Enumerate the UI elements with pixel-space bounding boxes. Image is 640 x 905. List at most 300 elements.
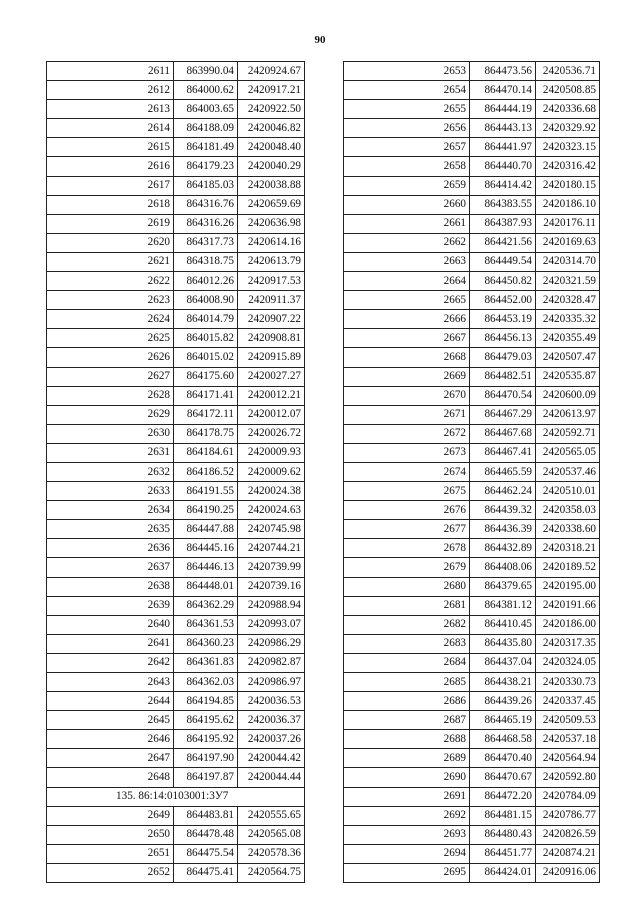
point-number-cell: 2677 [344,520,470,539]
x-coordinate-cell: 864424.01 [470,863,536,882]
y-coordinate-cell: 2420040.29 [238,157,305,176]
y-coordinate-cell: 2420592.80 [536,768,600,787]
x-coordinate-cell: 864178.75 [174,424,238,443]
y-coordinate-cell: 2420555.65 [238,806,305,825]
y-coordinate-cell: 2420044.44 [238,768,305,787]
y-coordinate-cell: 2420535.87 [536,367,600,386]
y-coordinate-cell: 2420508.85 [536,81,600,100]
table-row [47,749,305,768]
table-row [344,596,600,615]
table-row [344,443,600,462]
y-coordinate-cell: 2420036.37 [238,711,305,730]
x-coordinate-cell: 864186.52 [174,462,238,481]
x-coordinate-cell: 864479.03 [470,348,536,367]
y-coordinate-cell: 2420993.07 [238,615,305,634]
table-row [47,673,305,692]
point-number-cell: 2642 [47,653,174,672]
x-coordinate-cell: 864432.89 [470,539,536,558]
y-coordinate-cell: 2420191.66 [536,596,600,615]
table-row [47,233,305,252]
table-row [47,501,305,520]
table-row [344,405,600,424]
y-coordinate-cell: 2420745.98 [238,520,305,539]
point-number-cell: 2629 [47,405,174,424]
x-coordinate-cell: 864015.82 [174,329,238,348]
point-number-cell: 2632 [47,462,174,481]
point-number-cell: 2619 [47,214,174,233]
point-number-cell: 2634 [47,501,174,520]
point-number-cell: 2640 [47,615,174,634]
x-coordinate-cell: 864003.65 [174,100,238,119]
point-number-cell: 2670 [344,386,470,405]
x-coordinate-cell: 864473.56 [470,62,536,81]
y-coordinate-cell: 2420659.69 [238,195,305,214]
table-row [47,367,305,386]
table-row [344,176,600,195]
y-coordinate-cell: 2420986.97 [238,673,305,692]
x-coordinate-cell: 864467.68 [470,424,536,443]
point-number-cell: 2652 [47,863,174,882]
x-coordinate-cell: 864318.75 [174,252,238,271]
y-coordinate-cell: 2420330.73 [536,673,600,692]
point-number-cell: 2630 [47,424,174,443]
table-row [344,214,600,233]
point-number-cell: 2668 [344,348,470,367]
table-row [47,806,305,825]
table-row [47,176,305,195]
table-row [47,443,305,462]
table-row [344,863,600,882]
point-number-cell: 2663 [344,252,470,271]
table-row [344,749,600,768]
x-coordinate-cell: 864194.85 [174,692,238,711]
y-coordinate-cell: 2420048.40 [238,138,305,157]
page-number: 90 [314,34,326,46]
x-coordinate-cell: 864316.26 [174,214,238,233]
point-number-cell: 2653 [344,62,470,81]
x-coordinate-cell: 864175.60 [174,367,238,386]
table-row [47,558,305,577]
point-number-cell: 2690 [344,768,470,787]
table-row [47,100,305,119]
y-coordinate-cell: 2420739.16 [238,577,305,596]
y-coordinate-cell: 2420323.15 [536,138,600,157]
table-row [47,844,305,863]
y-coordinate-cell: 2420314.70 [536,252,600,271]
point-number-cell: 2683 [344,634,470,653]
table-row [47,424,305,443]
table-row [344,424,600,443]
y-coordinate-cell: 2420024.38 [238,482,305,501]
y-coordinate-cell: 2420328.47 [536,291,600,310]
x-coordinate-cell: 864443.13 [470,119,536,138]
y-coordinate-cell: 2420044.42 [238,749,305,768]
point-number-cell: 2658 [344,157,470,176]
x-coordinate-cell: 864379.65 [470,577,536,596]
x-coordinate-cell: 864475.54 [174,844,238,863]
point-number-cell: 2644 [47,692,174,711]
y-coordinate-cell: 2420507.47 [536,348,600,367]
y-coordinate-cell: 2420578.36 [238,844,305,863]
x-coordinate-cell: 863990.04 [174,62,238,81]
point-number-cell: 2682 [344,615,470,634]
y-coordinate-cell: 2420826.59 [536,825,600,844]
point-number-cell: 2672 [344,424,470,443]
table-row [47,386,305,405]
point-number-cell: 2621 [47,252,174,271]
point-number-cell: 2623 [47,291,174,310]
x-coordinate-cell: 864448.01 [174,577,238,596]
x-coordinate-cell: 864462.24 [470,482,536,501]
point-number-cell: 2679 [344,558,470,577]
y-coordinate-cell: 2420986.29 [238,634,305,653]
x-coordinate-cell: 864184.61 [174,443,238,462]
x-coordinate-cell: 864449.54 [470,252,536,271]
y-coordinate-cell: 2420195.00 [536,577,600,596]
point-number-cell: 2636 [47,539,174,558]
x-coordinate-cell: 864195.62 [174,711,238,730]
point-number-cell: 2686 [344,692,470,711]
coordinates-table-left [46,61,305,883]
y-coordinate-cell: 2420176.11 [536,214,600,233]
table-row [47,81,305,100]
x-coordinate-cell: 864468.58 [470,730,536,749]
table-row [344,462,600,481]
table-row [47,539,305,558]
point-number-cell: 2638 [47,577,174,596]
point-number-cell: 2616 [47,157,174,176]
x-coordinate-cell: 864317.73 [174,233,238,252]
table-row [47,692,305,711]
y-coordinate-cell: 2420613.97 [536,405,600,424]
table-row [344,768,600,787]
table-row [344,501,600,520]
x-coordinate-cell: 864440.70 [470,157,536,176]
point-number-cell: 2649 [47,806,174,825]
point-number-cell: 2641 [47,634,174,653]
y-coordinate-cell: 2420600.09 [536,386,600,405]
table-row [47,730,305,749]
y-coordinate-cell: 2420180.15 [536,176,600,195]
y-coordinate-cell: 2420784.09 [536,787,600,806]
table-row [47,252,305,271]
x-coordinate-cell: 864000.62 [174,81,238,100]
y-coordinate-cell: 2420336.68 [536,100,600,119]
y-coordinate-cell: 2420316.42 [536,157,600,176]
point-number-cell: 2667 [344,329,470,348]
y-coordinate-cell: 2420565.08 [238,825,305,844]
table-row [47,615,305,634]
y-coordinate-cell: 2420982.87 [238,653,305,672]
y-coordinate-cell: 2420186.00 [536,615,600,634]
table-row [344,558,600,577]
table-row [344,825,600,844]
point-number-cell: 2611 [47,62,174,81]
table-row [47,195,305,214]
y-coordinate-cell: 2420036.53 [238,692,305,711]
y-coordinate-cell: 2420355.49 [536,329,600,348]
x-coordinate-cell: 864181.49 [174,138,238,157]
y-coordinate-cell: 2420337.45 [536,692,600,711]
x-coordinate-cell: 864478.48 [174,825,238,844]
x-coordinate-cell: 864435.80 [470,634,536,653]
y-coordinate-cell: 2420917.21 [238,81,305,100]
point-number-cell: 2687 [344,711,470,730]
y-coordinate-cell: 2420565.05 [536,443,600,462]
table-row [344,787,600,806]
point-number-cell: 2639 [47,596,174,615]
x-coordinate-cell: 864185.03 [174,176,238,195]
table-row [344,386,600,405]
point-number-cell: 2665 [344,291,470,310]
y-coordinate-cell: 2420026.72 [238,424,305,443]
x-coordinate-cell: 864481.15 [470,806,536,825]
x-coordinate-cell: 864414.42 [470,176,536,195]
point-number-cell: 2617 [47,176,174,195]
table-row [344,615,600,634]
y-coordinate-cell: 2420537.46 [536,462,600,481]
x-coordinate-cell: 864197.87 [174,768,238,787]
table-row [344,634,600,653]
x-coordinate-cell: 864383.55 [470,195,536,214]
y-coordinate-cell: 2420907.22 [238,310,305,329]
x-coordinate-cell: 864439.26 [470,692,536,711]
y-coordinate-cell: 2420564.75 [238,863,305,882]
table-row [344,62,600,81]
table-row [47,214,305,233]
table-row [47,482,305,501]
y-coordinate-cell: 2420592.71 [536,424,600,443]
coordinates-table-right [343,61,600,883]
table-body-left [47,62,305,883]
x-coordinate-cell: 864190.25 [174,501,238,520]
point-number-cell: 2624 [47,310,174,329]
x-coordinate-cell: 864470.14 [470,81,536,100]
y-coordinate-cell: 2420786.77 [536,806,600,825]
x-coordinate-cell: 864439.32 [470,501,536,520]
x-coordinate-cell: 864480.43 [470,825,536,844]
x-coordinate-cell: 864451.77 [470,844,536,863]
x-coordinate-cell: 864172.11 [174,405,238,424]
point-number-cell: 2615 [47,138,174,157]
x-coordinate-cell: 864008.90 [174,291,238,310]
point-number-cell: 2626 [47,348,174,367]
table-row [47,863,305,882]
y-coordinate-cell: 2420189.52 [536,558,600,577]
point-number-cell: 2657 [344,138,470,157]
table-row [47,768,305,787]
table-row [344,730,600,749]
y-coordinate-cell: 2420564.94 [536,749,600,768]
y-coordinate-cell: 2420046.82 [238,119,305,138]
y-coordinate-cell: 2420317.35 [536,634,600,653]
x-coordinate-cell: 864467.41 [470,443,536,462]
x-coordinate-cell: 864437.04 [470,653,536,672]
x-coordinate-cell: 864470.67 [470,768,536,787]
table-row [47,634,305,653]
table-row [344,291,600,310]
y-coordinate-cell: 2420744.21 [238,539,305,558]
x-coordinate-cell: 864012.26 [174,272,238,291]
table-row [47,291,305,310]
section-header-row [47,787,305,806]
x-coordinate-cell: 864436.39 [470,520,536,539]
x-coordinate-cell: 864444.19 [470,100,536,119]
x-coordinate-cell: 864408.06 [470,558,536,577]
x-coordinate-cell: 864445.16 [174,539,238,558]
point-number-cell: 2689 [344,749,470,768]
table-row [47,462,305,481]
y-coordinate-cell: 2420922.50 [238,100,305,119]
y-coordinate-cell: 2420915.89 [238,348,305,367]
table-row [47,119,305,138]
point-number-cell: 2691 [344,787,470,806]
x-coordinate-cell: 864470.54 [470,386,536,405]
y-coordinate-cell: 2420917.53 [238,272,305,291]
point-number-cell: 2637 [47,558,174,577]
y-coordinate-cell: 2420009.93 [238,443,305,462]
x-coordinate-cell: 864438.21 [470,673,536,692]
y-coordinate-cell: 2420335.32 [536,310,600,329]
table-row [344,81,600,100]
point-number-cell: 2693 [344,825,470,844]
x-coordinate-cell: 864465.59 [470,462,536,481]
table-row [47,596,305,615]
point-number-cell: 2612 [47,81,174,100]
y-coordinate-cell: 2420169.63 [536,233,600,252]
table-row [344,692,600,711]
table-row [47,653,305,672]
point-number-cell: 2613 [47,100,174,119]
y-coordinate-cell: 2420908.81 [238,329,305,348]
y-coordinate-cell: 2420324.05 [536,653,600,672]
point-number-cell: 2622 [47,272,174,291]
y-coordinate-cell: 2420613.79 [238,252,305,271]
table-row [344,520,600,539]
table-row [344,272,600,291]
point-number-cell: 2646 [47,730,174,749]
table-row [344,138,600,157]
point-number-cell: 2651 [47,844,174,863]
point-number-cell: 2680 [344,577,470,596]
point-number-cell: 2618 [47,195,174,214]
x-coordinate-cell: 864360.23 [174,634,238,653]
x-coordinate-cell: 864197.90 [174,749,238,768]
table-row [344,348,600,367]
x-coordinate-cell: 864482.51 [470,367,536,386]
table-row [47,405,305,424]
y-coordinate-cell: 2420510.01 [536,482,600,501]
y-coordinate-cell: 2420027.27 [238,367,305,386]
y-coordinate-cell: 2420874.21 [536,844,600,863]
point-number-cell: 2666 [344,310,470,329]
x-coordinate-cell: 864421.56 [470,233,536,252]
point-number-cell: 2654 [344,81,470,100]
point-number-cell: 2659 [344,176,470,195]
table-row [344,367,600,386]
point-number-cell: 2625 [47,329,174,348]
x-coordinate-cell: 864447.88 [174,520,238,539]
x-coordinate-cell: 864465.19 [470,711,536,730]
point-number-cell: 2671 [344,405,470,424]
point-number-cell: 2660 [344,195,470,214]
point-number-cell: 2684 [344,653,470,672]
point-number-cell: 2647 [47,749,174,768]
point-number-cell: 2620 [47,233,174,252]
table-row [47,520,305,539]
table-row [344,233,600,252]
point-number-cell: 2676 [344,501,470,520]
x-coordinate-cell: 864472.20 [470,787,536,806]
point-number-cell: 2662 [344,233,470,252]
table-row [344,653,600,672]
y-coordinate-cell: 2420318.21 [536,539,600,558]
point-number-cell: 2635 [47,520,174,539]
x-coordinate-cell: 864450.82 [470,272,536,291]
point-number-cell: 2655 [344,100,470,119]
table-row [47,138,305,157]
table-row [47,348,305,367]
table-row [344,482,600,501]
table-row [344,711,600,730]
table-row [344,577,600,596]
x-coordinate-cell: 864483.81 [174,806,238,825]
x-coordinate-cell: 864410.45 [470,615,536,634]
x-coordinate-cell: 864456.13 [470,329,536,348]
table-row [47,272,305,291]
y-coordinate-cell: 2420012.21 [238,386,305,405]
x-coordinate-cell: 864316.76 [174,195,238,214]
point-number-cell: 2664 [344,272,470,291]
point-number-cell: 2678 [344,539,470,558]
point-number-cell: 2650 [47,825,174,844]
x-coordinate-cell: 864191.55 [174,482,238,501]
x-coordinate-cell: 864441.97 [470,138,536,157]
point-number-cell: 2675 [344,482,470,501]
point-number-cell: 2643 [47,673,174,692]
table-row [47,310,305,329]
x-coordinate-cell: 864361.53 [174,615,238,634]
y-coordinate-cell: 2420329.92 [536,119,600,138]
x-coordinate-cell: 864171.41 [174,386,238,405]
point-number-cell: 2614 [47,119,174,138]
x-coordinate-cell: 864453.19 [470,310,536,329]
y-coordinate-cell: 2420916.06 [536,863,600,882]
point-number-cell: 2674 [344,462,470,481]
y-coordinate-cell: 2420358.03 [536,501,600,520]
table-row [47,711,305,730]
point-number-cell: 2631 [47,443,174,462]
y-coordinate-cell: 2420037.26 [238,730,305,749]
table-row [47,577,305,596]
x-coordinate-cell: 864467.29 [470,405,536,424]
table-row [344,119,600,138]
y-coordinate-cell: 2420009.62 [238,462,305,481]
table-row [344,673,600,692]
y-coordinate-cell: 2420536.71 [536,62,600,81]
y-coordinate-cell: 2420509.53 [536,711,600,730]
point-number-cell: 2695 [344,863,470,882]
point-number-cell: 2692 [344,806,470,825]
y-coordinate-cell: 2420636.98 [238,214,305,233]
y-coordinate-cell: 2420338.60 [536,520,600,539]
x-coordinate-cell: 864179.23 [174,157,238,176]
x-coordinate-cell: 864362.03 [174,673,238,692]
x-coordinate-cell: 864387.93 [470,214,536,233]
point-number-cell: 2633 [47,482,174,501]
point-number-cell: 2673 [344,443,470,462]
point-number-cell: 2628 [47,386,174,405]
